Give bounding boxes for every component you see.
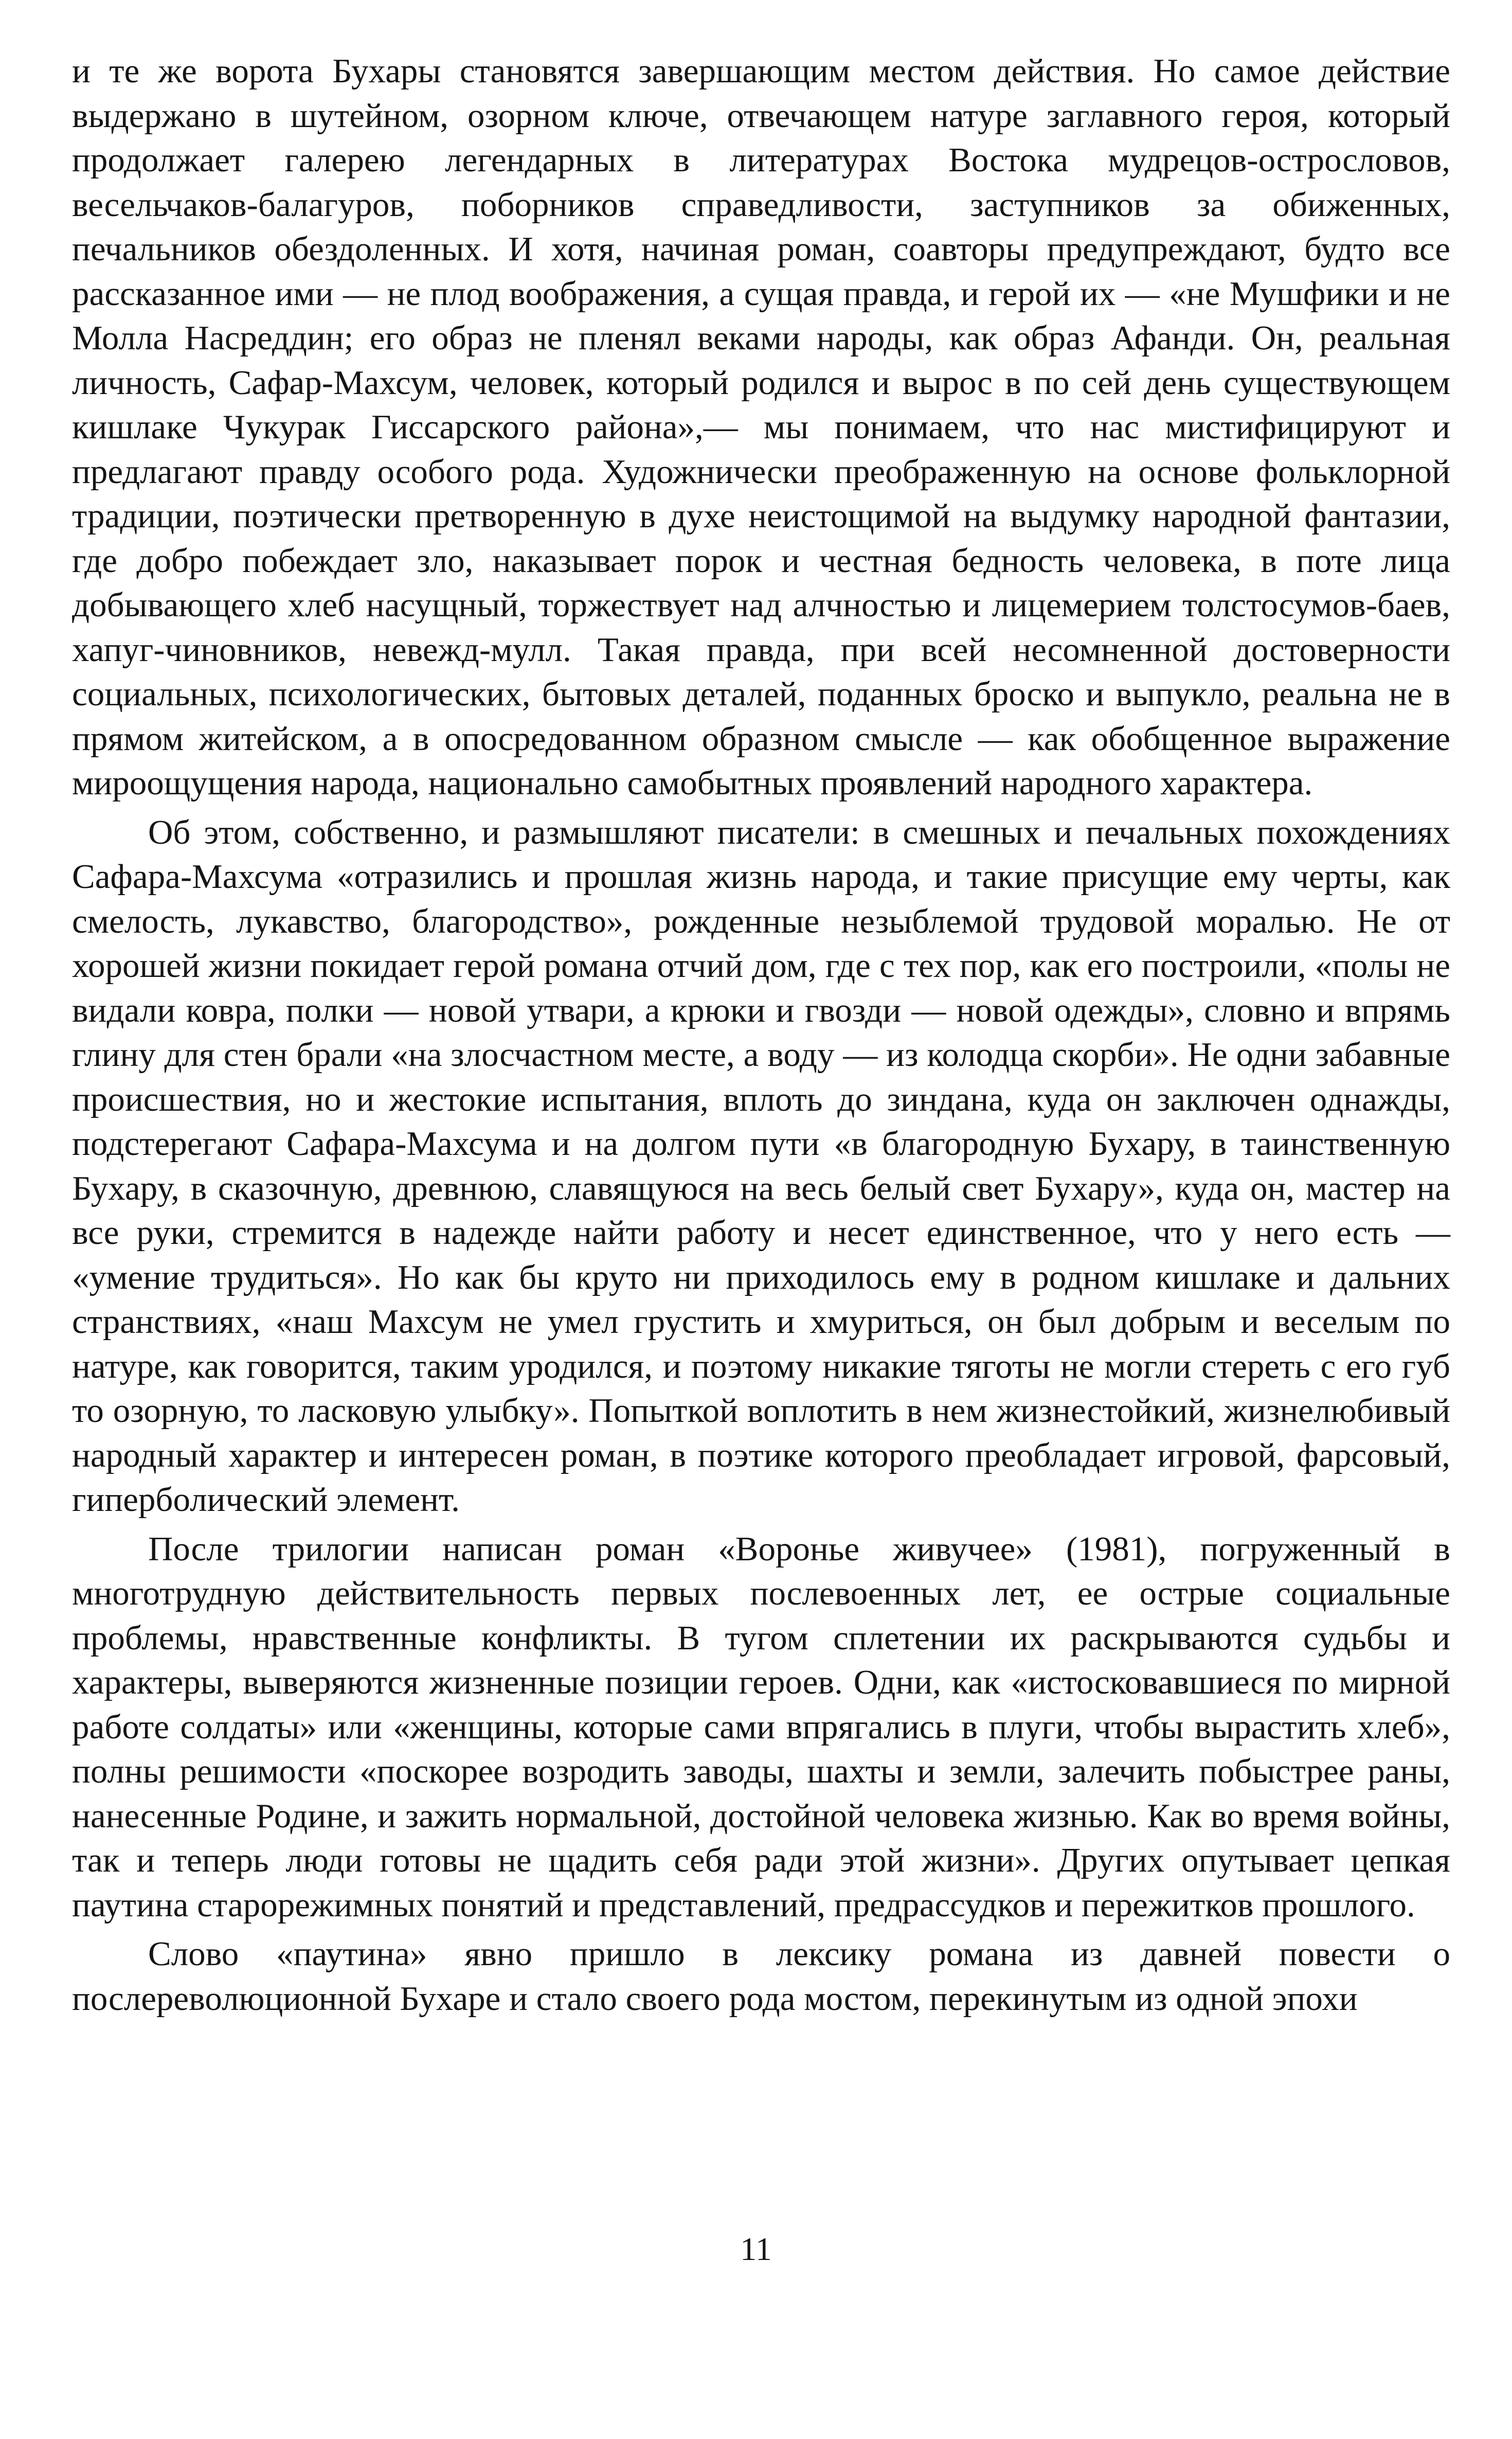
paragraph-4: Слово «паутина» явно пришло в лексику романа из давней повести о послереволюционной Бухаре и стало своего рода мостом, перекинутым из одной эпохи: [72, 1935, 1450, 2018]
paragraph-2: Об этом, собственно, и размышляют писатели: в смешных и печальных похождениях Сафара-Махсума «отразились и прошлая жизнь народа, и такие присущие ему черты, как смелость, лукавство, благородство», рожденные незыблемой трудовой моралью. Не от хорошей жизни покидает герой романа отчий дом, где с тех пор, как его построили, «полы не видали ковра, полки — новой утвари, а крюки и гвозди — новой одежды», словно и впрямь глину для стен брали «на злосчастном месте, а воду — из колодца скорби». Не одни забавные происшествия, но и жестокие испытания, вплоть до зиндана, куда он заключен однажды, подстерегают Сафара-Махсума и на долгом пути «в благородную Бухару, в таинственную Бухару, в сказочную, древнюю, славящуюся на весь белый свет Бухару», куда он, мастер на все руки, стремится в надежде найти работу и несет единственное, что у него есть — «умение трудиться». Но как бы круто ни приходилось ему в родном кишлаке и дальних странствиях, «наш Махсум не умел грустить и хмуриться, он был добрым и веселым по натуре, как говорится, таким уродился, и поэтому никакие тяготы не могли стереть с его губ то озорную, то ласковую улыбку». Попыткой воплотить в нем жизнестойкий, жизнелюбивый народный характер и интересен роман, в поэтике которого преобладает игровой, фарсовый, гиперболический элемент.: [72, 813, 1450, 1519]
paragraph-1: и те же ворота Бухары становятся завершающим местом действия. Но самое действие выдержано в шутейном, озорном ключе, отвечающем натуре заглавного героя, который продолжает галерею легендарных в литературах Востока мудрецов-острословов, весельчаков-балагуров, поборников справедливости, заступников за обиженных, печальников обездоленных. И хотя, начиная роман, соавторы предупреждают, будто все рассказанное ими — не плод воображения, а сущая правда, и герой их — «не Мушфики и не Молла Насреддин; его образ не пленял веками народы, как образ Афанди. Он, реальная личность, Сафар-Махсум, человек, который родился и вырос в по сей день существующем кишлаке Чукурак Гиссарского района»,— мы понимаем, что нас мистифицируют и предлагают правду особого рода. Художнически преображенную на основе фольклорной традиции, поэтически претворенную в духе неистощимой на выдумку народной фантазии, где добро побеждает зло, наказывает порок и честная бедность человека, в поте лица добывающего хлеб насущный, торжествует над алчностью и лицемерием толстосумов-баев, хапуг-чиновников, невежд-мулл. Такая правда, при всей несомненной достоверности социальных, психологических, бытовых деталей, поданных броско и выпукло, реальна не в прямом житейском, а в опосредованном образном смысле — как обобщенное выражение мироощущения народа, национально самобытных проявлений народного характера.: [72, 52, 1450, 802]
page-number: 11: [740, 2231, 772, 2267]
paragraph-3: После трилогии написан роман «Воронье живучее» (1981), погруженный в многотрудную действительность первых послевоенных лет, ее острые социальные проблемы, нравственные конфликты. В тугом сплетении их раскрываются судьбы и характеры, выверяются жизненные позиции героев. Одни, как «истосковавшиеся по мирной работе солдаты» или «женщины, которые сами впрягались в плуги, чтобы вырастить хлеб», полны решимости «поскорее возродить заводы, шахты и земли, залечить побыстрее раны, нанесенные Родине, и зажить нормальной, достойной человека жизнью. Как во время войны, так и теперь люди готовы не щадить себя ради этой жизни». Других опутывает цепкая паутина старорежимных понятий и представлений, предрассудков и пережитков прошлого.: [72, 1529, 1450, 1924]
page-text-body: [72, 49, 1450, 2021]
